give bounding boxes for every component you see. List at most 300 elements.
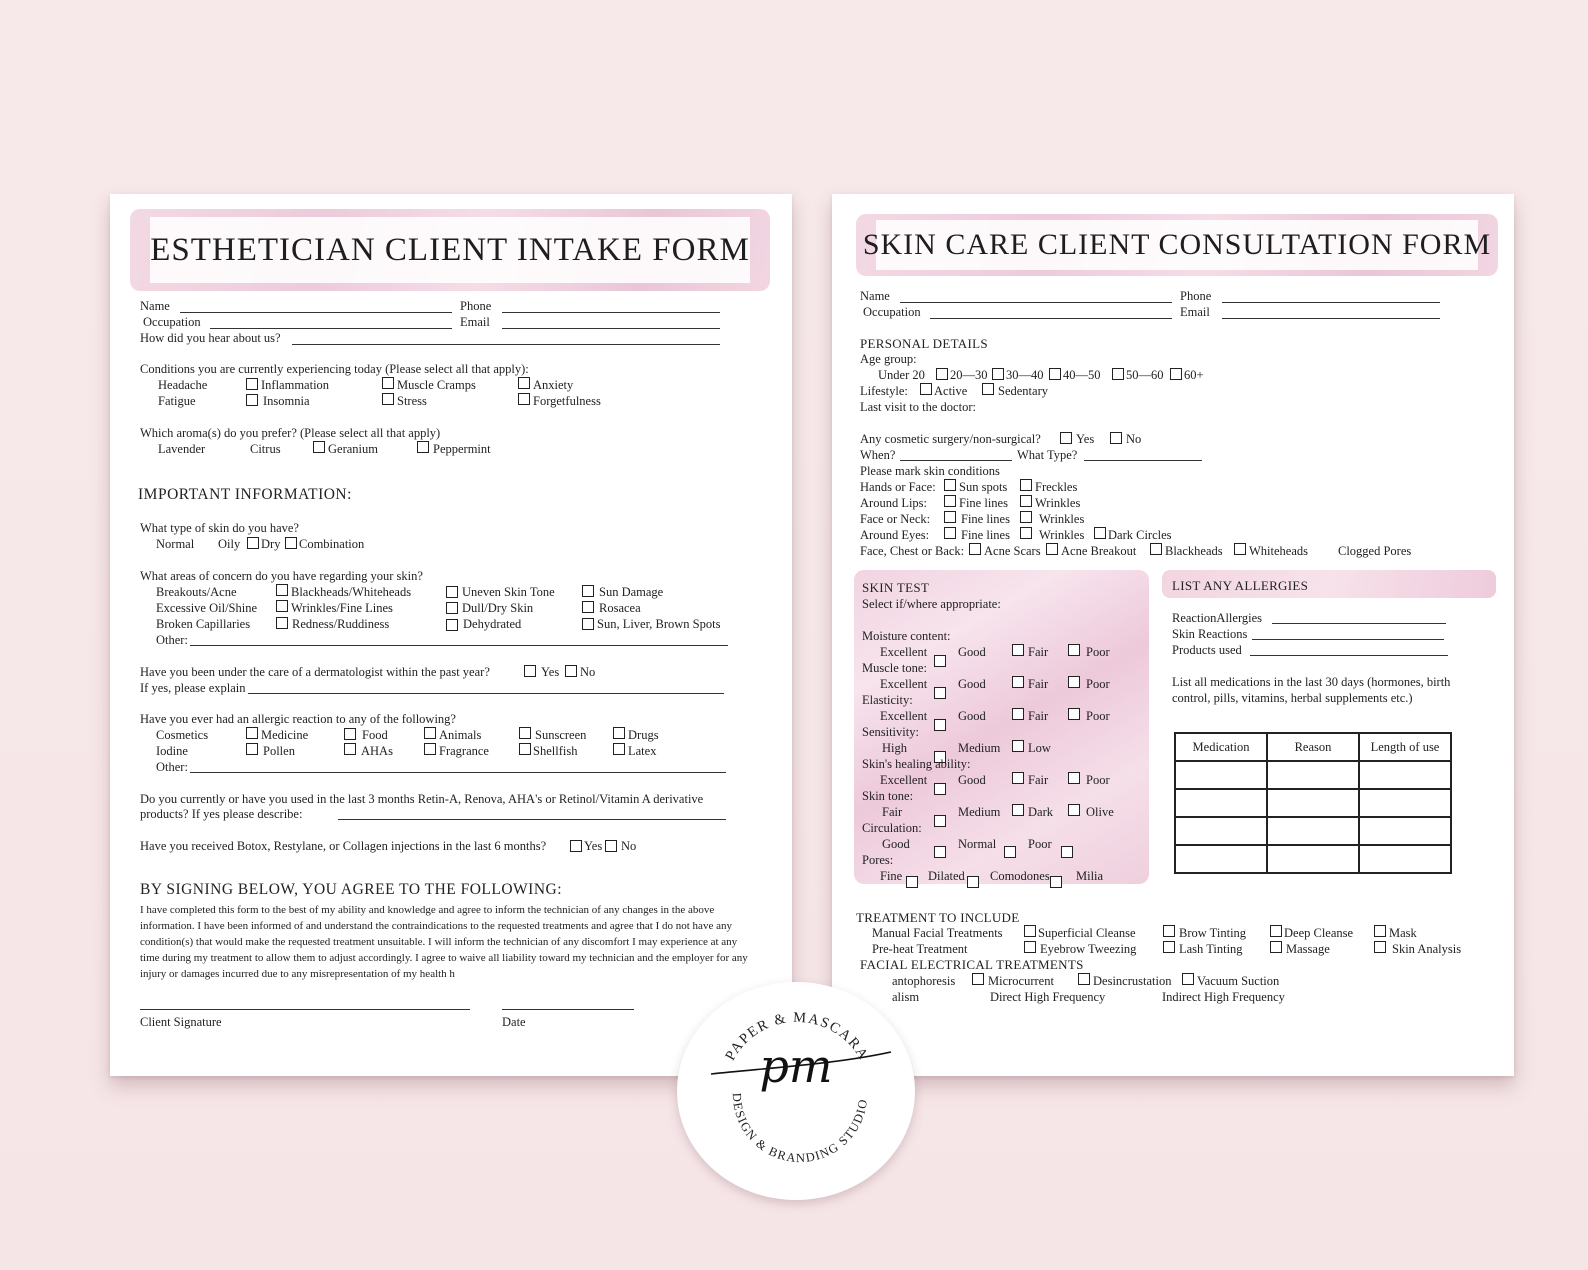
concern-rosacea: Rosacea bbox=[599, 601, 641, 615]
concern-uneven-tone: Uneven Skin Tone bbox=[462, 585, 555, 599]
cond-lips-wrinkles: Wrinkles bbox=[1035, 496, 1081, 510]
tone-dark: Dark bbox=[1028, 805, 1053, 819]
pores-label: Pores: bbox=[862, 853, 894, 867]
age-60-plus: 60+ bbox=[1184, 368, 1204, 382]
meds-note-cont: control, pills, vitamins, herbal supplements etc.) bbox=[1172, 691, 1413, 705]
checkbox-combination[interactable] bbox=[285, 537, 297, 549]
checkbox-forgetfulness[interactable] bbox=[518, 393, 530, 405]
allergen-latex: Latex bbox=[628, 744, 657, 758]
allergen-drugs: Drugs bbox=[628, 728, 659, 742]
checkbox-elasticity-fair[interactable] bbox=[1012, 708, 1024, 720]
explain-field[interactable] bbox=[248, 693, 724, 694]
meds-note: List all medications in the last 30 days (hormones, birth bbox=[1172, 675, 1451, 689]
circ-poor: Poor bbox=[1028, 837, 1052, 851]
cond-blackheads: Blackheads bbox=[1165, 544, 1223, 558]
checkbox-tone-fair[interactable] bbox=[934, 815, 946, 827]
condition-stress: Stress bbox=[397, 394, 427, 408]
checkbox-pore-fine[interactable] bbox=[906, 876, 918, 888]
mark-conditions-label: Please mark skin conditions bbox=[860, 464, 1000, 478]
checkbox-neck-fine-lines[interactable] bbox=[944, 511, 956, 523]
lifestyle-sedentary: Sedentary bbox=[998, 384, 1048, 398]
checkbox-dull-skin[interactable] bbox=[446, 602, 458, 614]
muscle-excellent: Excellent bbox=[880, 677, 928, 691]
pore-dilated: Dilated bbox=[928, 869, 965, 883]
allergen-other-label: Other: bbox=[156, 760, 188, 774]
cond-neck-wrinkles: Wrinkles bbox=[1039, 512, 1085, 526]
checkbox-age-50-60[interactable] bbox=[1112, 368, 1124, 380]
moisture-label: Moisture content: bbox=[862, 629, 951, 643]
skin-type-question: What type of skin do you have? bbox=[140, 521, 299, 535]
badge-top-text: PAPER & MASCARA bbox=[722, 1009, 872, 1064]
retin-question-cont: products? If yes please describe: bbox=[140, 807, 303, 821]
conditions-question: Conditions you are currently experiencing today (Please select all that apply): bbox=[140, 362, 529, 376]
checkbox-lips-fine-lines[interactable] bbox=[944, 495, 956, 507]
checkbox-pore-dilated[interactable] bbox=[967, 876, 979, 888]
checkbox-acne-breakout[interactable] bbox=[1046, 543, 1058, 555]
botox-yes: Yes bbox=[584, 839, 603, 853]
concern-blackheads: Blackheads/Whiteheads bbox=[291, 585, 412, 599]
checkbox-derm-no[interactable] bbox=[565, 665, 577, 677]
healing-good: Good bbox=[958, 773, 986, 787]
elec-vacuum-suction: Vacuum Suction bbox=[1197, 974, 1280, 988]
cond-clogged-pores: Clogged Pores bbox=[1338, 544, 1412, 558]
elasticity-poor: Poor bbox=[1086, 709, 1110, 723]
checkbox-derm-yes[interactable] bbox=[524, 665, 536, 677]
pore-milia: Milia bbox=[1076, 869, 1104, 883]
name-field[interactable] bbox=[180, 312, 452, 313]
allergen-medicine: Medicine bbox=[261, 728, 309, 742]
cond-acne-breakout: Acne Breakout bbox=[1061, 544, 1137, 558]
checkbox-drugs[interactable] bbox=[613, 727, 625, 739]
checkbox-pore-comodones[interactable] bbox=[1050, 876, 1062, 888]
allergen-cosmetics: Cosmetics bbox=[156, 728, 209, 742]
concern-redness: Redness/Ruddiness bbox=[292, 617, 390, 631]
products-field[interactable] bbox=[1250, 655, 1448, 656]
healing-fair: Fair bbox=[1028, 773, 1049, 787]
occupation-label: Occupation bbox=[143, 315, 201, 329]
botox-question: Have you received Botox, Restylane, or Collagen injections in the last 6 months? bbox=[140, 839, 547, 853]
checkbox-freckles[interactable] bbox=[1020, 479, 1032, 491]
moisture-good: Good bbox=[958, 645, 986, 659]
checkbox-uneven-tone[interactable] bbox=[446, 586, 458, 598]
cond-eyes-wrinkles: Wrinkles bbox=[1039, 528, 1085, 542]
signing-heading: BY SIGNING BELOW, YOU AGREE TO THE FOLLOWING: bbox=[140, 881, 563, 898]
checkbox-eyes-wrinkles[interactable] bbox=[1020, 527, 1032, 539]
checkbox-shellfish[interactable] bbox=[519, 743, 531, 755]
checkbox-botox-no[interactable] bbox=[605, 840, 617, 852]
important-heading: IMPORTANT INFORMATION: bbox=[138, 486, 352, 503]
checkbox-eyes-fine-lines[interactable] bbox=[944, 527, 956, 539]
healing-excellent: Excellent bbox=[880, 773, 928, 787]
treat-pre-heat: Pre-heat Treatment bbox=[872, 942, 968, 956]
checkbox-dry[interactable] bbox=[247, 537, 259, 549]
phone-label: Phone bbox=[460, 299, 492, 313]
skin-dry: Dry bbox=[261, 537, 281, 551]
c-occupation-label: Occupation bbox=[863, 305, 921, 319]
skin-reactions-field[interactable] bbox=[1252, 639, 1444, 640]
checkbox-circ-good[interactable] bbox=[934, 846, 946, 858]
checkbox-surgery-no[interactable] bbox=[1110, 432, 1122, 444]
checkbox-pollen[interactable] bbox=[246, 743, 258, 755]
allergen-sunscreen: Sunscreen bbox=[535, 728, 587, 742]
tone-olive: Olive bbox=[1086, 805, 1114, 819]
allergen-shellfish: Shellfish bbox=[533, 744, 578, 758]
skin-tone-label: Skin tone: bbox=[862, 789, 914, 803]
healing-poor: Poor bbox=[1086, 773, 1110, 787]
when-label: When? bbox=[860, 448, 896, 462]
aroma-geranium: Geranium bbox=[328, 442, 378, 456]
checkbox-sensitivity-low[interactable] bbox=[1012, 740, 1024, 752]
derm-question: Have you been under the care of a dermatologist within the past year? bbox=[140, 665, 490, 679]
c-phone-label: Phone bbox=[1180, 289, 1212, 303]
checkbox-food[interactable] bbox=[344, 728, 356, 740]
allergen-iodine: Iodine bbox=[156, 744, 188, 758]
checkbox-age-40-50[interactable] bbox=[1049, 368, 1061, 380]
checkbox-tone-olive[interactable] bbox=[1068, 804, 1080, 816]
c-name-field[interactable] bbox=[900, 302, 1172, 303]
checkbox-healing-fair[interactable] bbox=[1012, 772, 1024, 784]
moisture-fair: Fair bbox=[1028, 645, 1049, 659]
c-name-label: Name bbox=[860, 289, 890, 303]
checkbox-brow-tinting[interactable] bbox=[1163, 925, 1175, 937]
treat-eyebrow-tweezing: Eyebrow Tweezing bbox=[1040, 942, 1137, 956]
medication-table bbox=[1174, 732, 1452, 874]
condition-muscle-cramps: Muscle Cramps bbox=[397, 378, 476, 392]
occupation-field[interactable] bbox=[210, 328, 452, 329]
brand-logo bbox=[677, 982, 915, 1200]
healing-label: Skin's healing ability: bbox=[862, 757, 971, 771]
elec-galvanism: alism bbox=[892, 990, 920, 1004]
treat-massage: Massage bbox=[1286, 942, 1330, 956]
checkbox-medicine[interactable] bbox=[246, 727, 258, 739]
condition-forgetfulness: Forgetfulness bbox=[533, 394, 601, 408]
age-50-60: 50—60 bbox=[1126, 368, 1164, 382]
what-type-label: What Type? bbox=[1017, 448, 1078, 462]
checkbox-sun-spots[interactable] bbox=[944, 479, 956, 491]
elasticity-label: Elasticity: bbox=[862, 693, 913, 707]
checkbox-muscle-fair[interactable] bbox=[1012, 676, 1024, 688]
checkbox-rosacea[interactable] bbox=[582, 601, 594, 613]
concern-excessive-oil: Excessive Oil/Shine bbox=[156, 601, 258, 615]
consult-title-banner bbox=[856, 214, 1498, 276]
when-field[interactable] bbox=[900, 460, 1012, 461]
allergies-heading: LIST ANY ALLERGIES bbox=[1172, 578, 1309, 593]
checkbox-geranium[interactable] bbox=[313, 441, 325, 453]
allergen-pollen: Pollen bbox=[263, 744, 295, 758]
skin-oily: Oily bbox=[218, 537, 241, 551]
age-30-40: 30—40 bbox=[1006, 368, 1044, 382]
condition-anxiety: Anxiety bbox=[533, 378, 574, 392]
surgery-no: No bbox=[1126, 432, 1142, 446]
checkbox-dehydrated[interactable] bbox=[446, 619, 458, 631]
checkbox-redness[interactable] bbox=[276, 617, 288, 629]
cond-acne-scars: Acne Scars bbox=[984, 544, 1041, 558]
checkbox-animals[interactable] bbox=[424, 727, 436, 739]
treat-skin-analysis: Skin Analysis bbox=[1392, 942, 1462, 956]
checkbox-active[interactable] bbox=[920, 383, 932, 395]
circ-normal: Normal bbox=[958, 837, 997, 851]
allergen-ahas: AHAs bbox=[361, 744, 393, 758]
age-under-20: Under 20 bbox=[878, 368, 925, 382]
consult-title: SKIN CARE CLIENT CONSULTATION FORM bbox=[862, 228, 1492, 261]
electrical-heading: FACIAL ELECTRICAL TREATMENTS bbox=[860, 957, 1084, 972]
client-signature-field[interactable] bbox=[140, 1009, 470, 1010]
allergen-animals: Animals bbox=[439, 728, 482, 742]
checkbox-microcurrent[interactable] bbox=[972, 973, 984, 985]
treat-manual-facial: Manual Facial Treatments bbox=[872, 926, 1003, 940]
table-row bbox=[1175, 845, 1451, 873]
date-label: Date bbox=[502, 1015, 526, 1029]
skin-combination: Combination bbox=[299, 537, 365, 551]
checkbox-insomnia[interactable] bbox=[246, 394, 258, 406]
muscle-tone-label: Muscle tone: bbox=[862, 661, 927, 675]
cond-freckles: Freckles bbox=[1035, 480, 1078, 494]
checkbox-muscle-cramps[interactable] bbox=[382, 377, 394, 389]
tone-fair: Fair bbox=[882, 805, 903, 819]
concern-dehydrated: Dehydrated bbox=[463, 617, 522, 631]
checkbox-muscle-excellent[interactable] bbox=[934, 687, 946, 699]
personal-heading: PERSONAL DETAILS bbox=[860, 336, 988, 351]
cond-row-hands: Hands or Face: bbox=[860, 480, 936, 494]
checkbox-lips-wrinkles[interactable] bbox=[1020, 495, 1032, 507]
allergen-other-field[interactable] bbox=[190, 772, 726, 773]
checkbox-anxiety[interactable] bbox=[518, 377, 530, 389]
intake-form-page bbox=[110, 194, 792, 1076]
checkbox-healing-poor[interactable] bbox=[1068, 772, 1080, 784]
c-email-field[interactable] bbox=[1222, 318, 1440, 319]
checkbox-massage[interactable] bbox=[1270, 941, 1282, 953]
badge-bottom-text: DESIGN & BRANDING STUDIO bbox=[729, 1092, 871, 1166]
table-row bbox=[1175, 761, 1451, 789]
lifestyle-active: Active bbox=[934, 384, 968, 398]
checkbox-moisture-fair[interactable] bbox=[1012, 644, 1024, 656]
skin-reactions-label: Skin Reactions bbox=[1172, 627, 1248, 641]
concern-dull-skin: Dull/Dry Skin bbox=[462, 601, 534, 615]
checkbox-sun-damage[interactable] bbox=[582, 585, 594, 597]
elec-direct-hf: Direct High Frequency bbox=[990, 990, 1106, 1004]
treatment-heading: TREATMENT TO INCLUDE bbox=[856, 910, 1020, 925]
cond-row-neck: Face or Neck: bbox=[860, 512, 931, 526]
elec-microcurrent: Microcurrent bbox=[988, 974, 1054, 988]
checkbox-peppermint[interactable] bbox=[417, 441, 429, 453]
cond-row-eyes: Around Eyes: bbox=[860, 528, 930, 542]
age-group-label: Age group: bbox=[860, 352, 917, 366]
botox-no: No bbox=[621, 839, 637, 853]
lifestyle-label: Lifestyle: bbox=[860, 384, 908, 398]
muscle-fair: Fair bbox=[1028, 677, 1049, 691]
condition-insomnia: Insomnia bbox=[263, 394, 310, 408]
derm-no: No bbox=[580, 665, 596, 679]
allergen-food: Food bbox=[362, 728, 388, 742]
select-note: Select if/where appropriate: bbox=[862, 597, 1001, 611]
treat-lash-tinting: Lash Tinting bbox=[1179, 942, 1243, 956]
checkbox-whiteheads[interactable] bbox=[1234, 543, 1246, 555]
cond-row-face-chest: Face, Chest or Back: bbox=[860, 544, 965, 558]
med-col-length: Length of use bbox=[1359, 733, 1451, 761]
surgery-question: Any cosmetic surgery/non-surgical? bbox=[860, 432, 1041, 446]
elec-desincrustation: Desincrustation bbox=[1093, 974, 1172, 988]
cond-whiteheads: Whiteheads bbox=[1249, 544, 1309, 558]
treat-mask: Mask bbox=[1389, 926, 1417, 940]
concern-other-label: Other: bbox=[156, 633, 188, 647]
concern-breakouts: Breakouts/Acne bbox=[156, 585, 237, 599]
concern-sun-damage: Sun Damage bbox=[599, 585, 664, 599]
elasticity-fair: Fair bbox=[1028, 709, 1049, 723]
elec-iontophoresis: antophoresis bbox=[892, 974, 956, 988]
pore-comodones: Comodones bbox=[990, 869, 1050, 883]
checkbox-sunscreen[interactable] bbox=[519, 727, 531, 739]
treat-brow-tinting: Brow Tinting bbox=[1179, 926, 1247, 940]
table-row bbox=[1175, 789, 1451, 817]
med-col-reason: Reason bbox=[1267, 733, 1359, 761]
checkbox-eyebrow-tweezing[interactable] bbox=[1024, 941, 1036, 953]
allergen-fragrance: Fragrance bbox=[439, 744, 489, 758]
med-col-medication: Medication bbox=[1175, 733, 1267, 761]
moisture-excellent: Excellent bbox=[880, 645, 928, 659]
checkbox-moisture-poor[interactable] bbox=[1068, 644, 1080, 656]
checkbox-neck-wrinkles[interactable] bbox=[1020, 511, 1032, 523]
sensitivity-high: High bbox=[882, 741, 907, 755]
checkbox-blackheads[interactable] bbox=[276, 584, 288, 596]
cond-sun-spots: Sun spots bbox=[959, 480, 1008, 494]
checkbox-fragrance[interactable] bbox=[424, 743, 436, 755]
checkbox-elasticity-poor[interactable] bbox=[1068, 708, 1080, 720]
age-40-50: 40—50 bbox=[1063, 368, 1101, 382]
badge-monogram: pm bbox=[759, 1039, 833, 1093]
hear-field[interactable] bbox=[292, 344, 720, 345]
age-20-30: 20—30 bbox=[950, 368, 988, 382]
muscle-good: Good bbox=[958, 677, 986, 691]
reaction-label: ReactionAllergies bbox=[1172, 611, 1263, 625]
condition-headache: Headache bbox=[158, 378, 208, 392]
circulation-label: Circulation: bbox=[862, 821, 922, 835]
checkbox-healing-excellent[interactable] bbox=[934, 783, 946, 795]
checkbox-lash-tinting[interactable] bbox=[1163, 941, 1175, 953]
c-email-label: Email bbox=[1180, 305, 1210, 319]
brand-badge bbox=[677, 982, 915, 1200]
checkbox-stress[interactable] bbox=[382, 393, 394, 405]
cond-dark-circles: Dark Circles bbox=[1108, 528, 1172, 542]
tone-medium: Medium bbox=[958, 805, 1001, 819]
agreement-text: I have completed this form to the best of my ability and knowledge and agree to inform the technician of any changes in the above information. I have been informed of and understand the contraindications to the requested treatments and agree that I do not have any condition(s) that would make the requested treatment unsuitable. I will inform the technician of any discomfort I may experience at any time during my treatment to allow them to adjust accordingly. I agree to waive all liability toward my technician and the employer for any injury or damages incurred due to any misrepresentation of my health h bbox=[140, 904, 748, 980]
intake-title: ESTHETICIAN CLIENT INTAKE FORM bbox=[150, 231, 750, 268]
checkbox-age-20-30[interactable] bbox=[936, 368, 948, 380]
name-label: Name bbox=[140, 299, 170, 313]
email-field[interactable] bbox=[502, 328, 720, 329]
elasticity-excellent: Excellent bbox=[880, 709, 928, 723]
checkbox-wrinkles[interactable] bbox=[276, 600, 288, 612]
table-row bbox=[1175, 817, 1451, 845]
checkbox-sun-spots[interactable] bbox=[582, 618, 594, 630]
concern-other-field[interactable] bbox=[190, 645, 728, 646]
circ-good: Good bbox=[882, 837, 910, 851]
email-label: Email bbox=[460, 315, 490, 329]
svg-text:DESIGN & BRANDING STUDIO bbox=[730, 1093, 870, 1166]
checkbox-sedentary[interactable] bbox=[982, 383, 994, 395]
condition-fatigue: Fatigue bbox=[158, 394, 196, 408]
concern-broken-capillaries: Broken Capillaries bbox=[156, 617, 251, 631]
concern-wrinkles: Wrinkles/Fine Lines bbox=[291, 601, 393, 615]
checkbox-age-60-plus[interactable] bbox=[1170, 368, 1182, 380]
checkbox-mask[interactable] bbox=[1374, 925, 1386, 937]
phone-field[interactable] bbox=[502, 312, 720, 313]
c-phone-field[interactable] bbox=[1222, 302, 1440, 303]
what-type-field[interactable] bbox=[1084, 460, 1202, 461]
checkbox-superficial-cleanse[interactable] bbox=[1024, 925, 1036, 937]
checkbox-dark-circles[interactable] bbox=[1094, 527, 1106, 539]
treat-deep-cleanse: Deep Cleanse bbox=[1284, 926, 1354, 940]
concern-question: What areas of concern do you have regarding your skin? bbox=[140, 569, 423, 583]
concern-sun-spots: Sun, Liver, Brown Spots bbox=[597, 617, 721, 631]
pore-fine: Fine bbox=[880, 869, 903, 883]
checkbox-skin-analysis[interactable] bbox=[1374, 941, 1386, 953]
checkbox-elasticity-excellent[interactable] bbox=[934, 719, 946, 731]
checkbox-surgery-yes[interactable] bbox=[1060, 432, 1072, 444]
treat-superficial-cleanse: Superficial Cleanse bbox=[1038, 926, 1136, 940]
derm-yes: Yes bbox=[541, 665, 560, 679]
products-label: Products used bbox=[1172, 643, 1242, 657]
last-visit-label: Last visit to the doctor: bbox=[860, 400, 976, 414]
muscle-poor: Poor bbox=[1086, 677, 1110, 691]
aroma-peppermint: Peppermint bbox=[433, 442, 491, 456]
allergic-question: Have you ever had an allergic reaction to any of the following? bbox=[140, 712, 456, 726]
moisture-poor: Poor bbox=[1086, 645, 1110, 659]
retin-question: Do you currently or have you used in the last 3 months Retin-A, Renova, AHA's or Retinol/Vitamin A derivative bbox=[140, 792, 704, 806]
retin-field[interactable] bbox=[338, 819, 726, 820]
intake-title-banner bbox=[130, 209, 770, 291]
checkbox-blackheads[interactable] bbox=[1150, 543, 1162, 555]
c-occupation-field[interactable] bbox=[930, 318, 1172, 319]
checkbox-circ-poor[interactable] bbox=[1061, 846, 1073, 858]
checkbox-circ-normal[interactable] bbox=[1004, 846, 1016, 858]
checkbox-botox-yes[interactable] bbox=[570, 840, 582, 852]
checkbox-vacuum-suction[interactable] bbox=[1182, 973, 1194, 985]
aroma-citrus: Citrus bbox=[250, 442, 281, 456]
cond-lips-fine-lines: Fine lines bbox=[959, 496, 1008, 510]
checkbox-tone-dark[interactable] bbox=[1012, 804, 1024, 816]
elasticity-good: Good bbox=[958, 709, 986, 723]
consultation-form-page bbox=[832, 194, 1514, 1076]
skin-normal: Normal bbox=[156, 537, 195, 551]
checkbox-acne-scars[interactable] bbox=[969, 543, 981, 555]
checkbox-desincrustation[interactable] bbox=[1078, 973, 1090, 985]
client-signature-label: Client Signature bbox=[140, 1015, 222, 1029]
checkbox-latex[interactable] bbox=[613, 743, 625, 755]
skin-test-heading: SKIN TEST bbox=[862, 580, 930, 595]
sensitivity-medium: Medium bbox=[958, 741, 1001, 755]
checkbox-inflammation[interactable] bbox=[246, 378, 258, 390]
checkbox-ahas[interactable] bbox=[344, 743, 356, 755]
condition-inflammation: Inflammation bbox=[261, 378, 330, 392]
reaction-field[interactable] bbox=[1272, 623, 1446, 624]
sensitivity-label: Sensitivity: bbox=[862, 725, 919, 739]
sensitivity-low: Low bbox=[1028, 741, 1051, 755]
elec-indirect-hf: Indirect High Frequency bbox=[1162, 990, 1285, 1004]
checkbox-muscle-poor[interactable] bbox=[1068, 676, 1080, 688]
date-field[interactable] bbox=[502, 1009, 634, 1010]
checkbox-age-30-40[interactable] bbox=[992, 368, 1004, 380]
checkbox-moisture-excellent[interactable] bbox=[934, 655, 946, 667]
hear-label: How did you hear about us? bbox=[140, 331, 281, 345]
aroma-question: Which aroma(s) do you prefer? (Please select all that apply) bbox=[140, 426, 441, 440]
cond-eyes-fine-lines: Fine lines bbox=[961, 528, 1010, 542]
checkbox-deep-cleanse[interactable] bbox=[1270, 925, 1282, 937]
surgery-yes: Yes bbox=[1076, 432, 1095, 446]
explain-label: If yes, please explain bbox=[140, 681, 246, 695]
cond-neck-fine-lines: Fine lines bbox=[961, 512, 1010, 526]
cond-row-lips: Around Lips: bbox=[860, 496, 928, 510]
aroma-lavender: Lavender bbox=[158, 442, 206, 456]
